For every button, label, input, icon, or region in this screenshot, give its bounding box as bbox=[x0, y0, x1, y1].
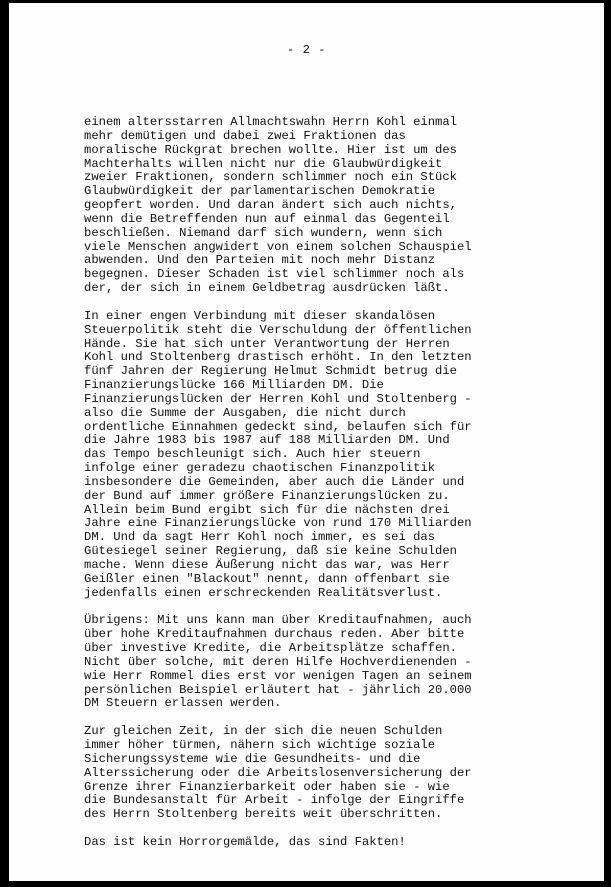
text-line: Das ist kein Horrorgemälde, das sind Fakten! bbox=[84, 834, 406, 849]
text-line: ordentliche Einnahmen gedeckt sind, belaufen sich für bbox=[84, 419, 472, 434]
text-line: Finanzierungslücke 166 Milliarden DM. Die bbox=[84, 378, 384, 393]
text-line: Machterhalts willen nicht nur die Glaubwürdigkeit bbox=[84, 156, 443, 171]
text-line: über investive Kredite, die Arbeitsplätze schaffen. bbox=[84, 641, 457, 656]
text-line: geopfert worden. Und daran ändert sich auch nichts, bbox=[84, 198, 457, 213]
text-line: DM Steuern erlassen werden. bbox=[84, 696, 282, 711]
text-line: über hohe Kreditaufnahmen durchaus reden. Aber bitte bbox=[84, 627, 465, 642]
text-line: infolge einer geradezu chaotischen Finanzpolitik bbox=[84, 461, 436, 476]
text-line: immer höher türmen, nähern sich wichtige soziale bbox=[84, 737, 436, 752]
text-line: Finanzierungslücken der Herren Kohl und Stoltenberg - bbox=[84, 391, 472, 406]
text-line: Alterssicherung oder die Arbeitslosenversicherung der bbox=[84, 765, 472, 780]
text-line: das Tempo beschleunigt sich. Auch hier steuern bbox=[84, 447, 421, 462]
paragraph bbox=[84, 310, 604, 601]
text-line: jedenfalls einen erschreckenden Realitätsverlust. bbox=[84, 585, 443, 600]
page-number: - 2 - bbox=[286, 43, 327, 57]
text-line: insbesondere die Gemeinden, aber auch die Länder und bbox=[84, 474, 465, 489]
text-line: die Jahre 1983 bis 1987 auf 188 Milliarden DM. Und bbox=[84, 433, 450, 448]
paragraph bbox=[84, 725, 604, 822]
body-text bbox=[84, 116, 604, 864]
text-line: zweier Fraktionen, sondern schlimmer noch ein Stück bbox=[84, 170, 457, 185]
text-line: wie Herr Rommel dies erst vor wenigen Tagen an seinem bbox=[84, 668, 472, 683]
text-line: viele Menschen angwidert von einem solchen Schauspiel bbox=[84, 239, 472, 254]
text-line: moralische Rückgrat brechen wollte. Hier ist um des bbox=[84, 142, 457, 157]
text-line: fünf Jahren der Regierung Helmut Schmidt betrug die bbox=[84, 364, 457, 379]
text-line: abwenden. Und den Parteien mit noch mehr Distanz bbox=[84, 253, 436, 268]
text-line: mehr demütigen und dabei zwei Fraktionen das bbox=[84, 128, 406, 143]
text-line: des Herrn Stoltenberg bereits weit überschritten. bbox=[84, 807, 443, 822]
paragraph bbox=[84, 836, 604, 850]
document-page bbox=[9, 3, 604, 881]
text-line: Sicherungssysteme wie die Gesundheits- und die bbox=[84, 751, 421, 766]
text-line: Nicht über solche, mit deren Hilfe Hochverdienenden - bbox=[84, 654, 472, 669]
text-line: der Bund auf immer größere Finanzierungslücken zu. bbox=[84, 488, 450, 503]
text-line: Geißler einen "Blackout" nennt, dann offenbart sie bbox=[84, 571, 450, 586]
paragraph bbox=[84, 116, 604, 296]
text-line: Gütesiegel seiner Regierung, daß sie keine Schulden bbox=[84, 544, 457, 559]
text-line: Steuerpolitik steht die Verschuldung der öffentlichen bbox=[84, 322, 472, 337]
text-line: Hände. Sie hat sich unter Verantwortung der Herren bbox=[84, 336, 450, 351]
text-line: Jahre eine Finanzierungslücke von rund 170 Milliarden bbox=[84, 516, 472, 531]
text-line: begegnen. Dieser Schaden ist viel schlimmer noch als bbox=[84, 267, 465, 282]
text-line: Allein beim Bund ergibt sich für die nächsten drei bbox=[84, 502, 450, 517]
paragraph bbox=[84, 614, 604, 711]
text-line: also die Summe der Ausgaben, die nicht durch bbox=[84, 405, 406, 420]
text-line: DM. Und da sagt Herr Kohl noch immer, es sei das bbox=[84, 530, 436, 545]
text-line: der, der sich in einem Geldbetrag ausdrücken läßt. bbox=[84, 281, 450, 296]
text-line: Grenze ihrer Finanzierbarkeit oder haben sie - wie bbox=[84, 779, 450, 794]
text-line: Kohl und Stoltenberg drastisch erhöht. In den letzten bbox=[84, 350, 472, 365]
text-line: Glaubwürdigkeit der parlamentarischen Demokratie bbox=[84, 184, 436, 199]
text-line: beschließen. Niemand darf sich wundern, wenn sich bbox=[84, 225, 443, 240]
text-line: Übrigens: Mit uns kann man über Kreditaufnahmen, auch bbox=[84, 613, 472, 628]
text-line: Zur gleichen Zeit, in der sich die neuen Schulden bbox=[84, 724, 443, 739]
text-line: mache. Wenn diese Äußerung nicht das war, was Herr bbox=[84, 558, 450, 572]
text-line: In einer engen Verbindung mit dieser skandalösen bbox=[84, 308, 436, 323]
text-line: einem altersstarren Allmachtswahn Herrn Kohl einmal bbox=[84, 115, 457, 129]
text-line: persönlichen Beispiel erläutert hat - jährlich 20.000 bbox=[84, 682, 472, 697]
text-line: die Bundesanstalt für Arbeit - infolge der Eingriffe bbox=[84, 793, 465, 808]
text-line: wenn die Betreffenden nun auf einmal das Gegenteil bbox=[84, 211, 450, 226]
